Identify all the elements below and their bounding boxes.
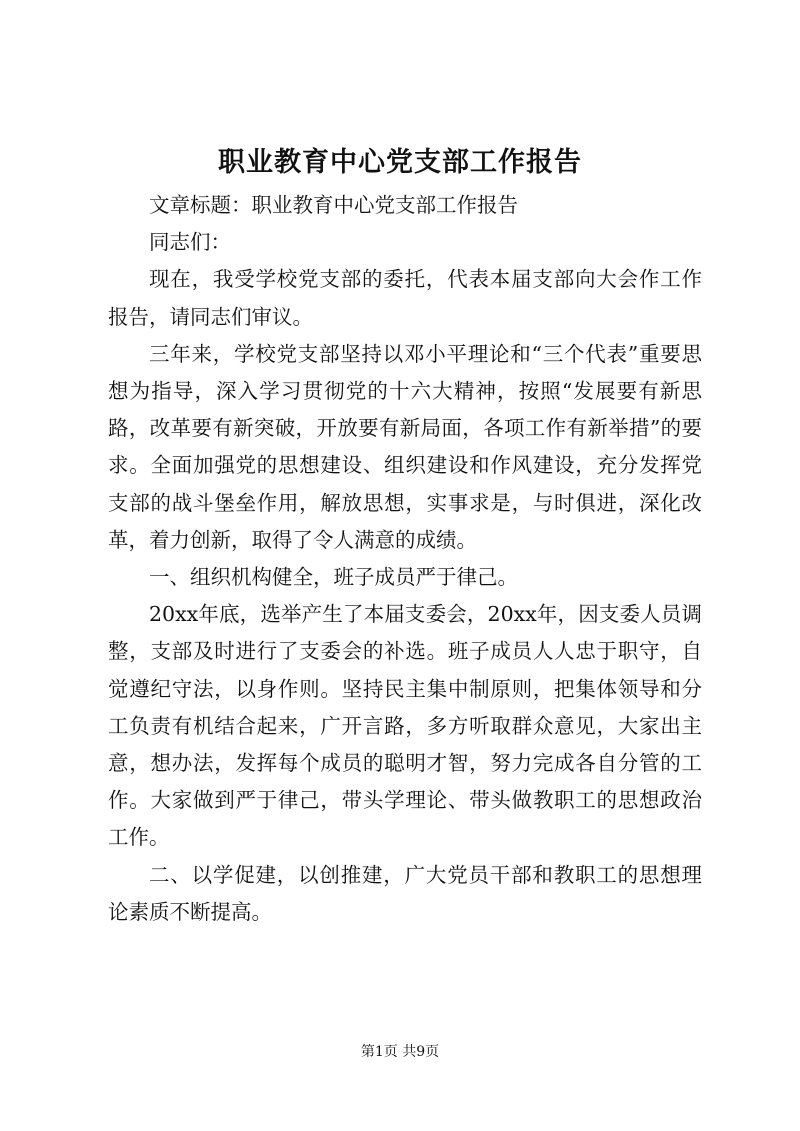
paragraph-article-title: 文章标题：职业教育中心党支部工作报告	[149, 193, 518, 217]
paragraph-salutation: 同志们：	[149, 230, 231, 255]
paragraph-intro: 现在，我受学校党支部的委托，代表本届支部向大会作工作报告，请同志们审议。	[108, 267, 702, 329]
document-title: 职业教育中心党支部工作报告	[218, 147, 582, 178]
paragraph-section-one-heading: 一、组织机构健全，班子成员严于律己。	[149, 565, 518, 590]
paragraph-section-one-body: 20xx年底，选举产生了本届支委会，20xx年，因支委人员调整，支部及时进行了支委会的补选。班子成员人人忠于职守，自觉遵纪守法，以身作则。坚持民主集中制原则，把集体领导和分工负责有机结合起来，广开言路，多方听取群众意见，大家出主意，想办法，发挥每个成员的聪明才智，努力完成各自分管的工作。大家做到严于律己，带头学理论、带头做教职工的思想政治工作。	[108, 602, 702, 850]
document-body	[108, 187, 702, 931]
paragraph-three-years: 三年来，学校党支部坚持以邓小平理论和“三个代表”重要思想为指导，深入学习贯彻党的十六大精神，按照“发展要有新思路，改革要有新突破，开放要有新局面，各项工作有新举措”的要求。全面加强党的思想建设、组织建设和作风建设，充分发挥党支部的战斗堡垒作用，解放思想，实事求是，与时俱进，深化改革，着力创新，取得了令人满意的成绩。	[108, 341, 702, 552]
page-footer: 第1页 共9页	[360, 1044, 440, 1060]
paragraph-section-two-heading: 二、以学促建，以创推建，广大党员干部和教职工的思想理论素质不断提高。	[108, 862, 702, 924]
